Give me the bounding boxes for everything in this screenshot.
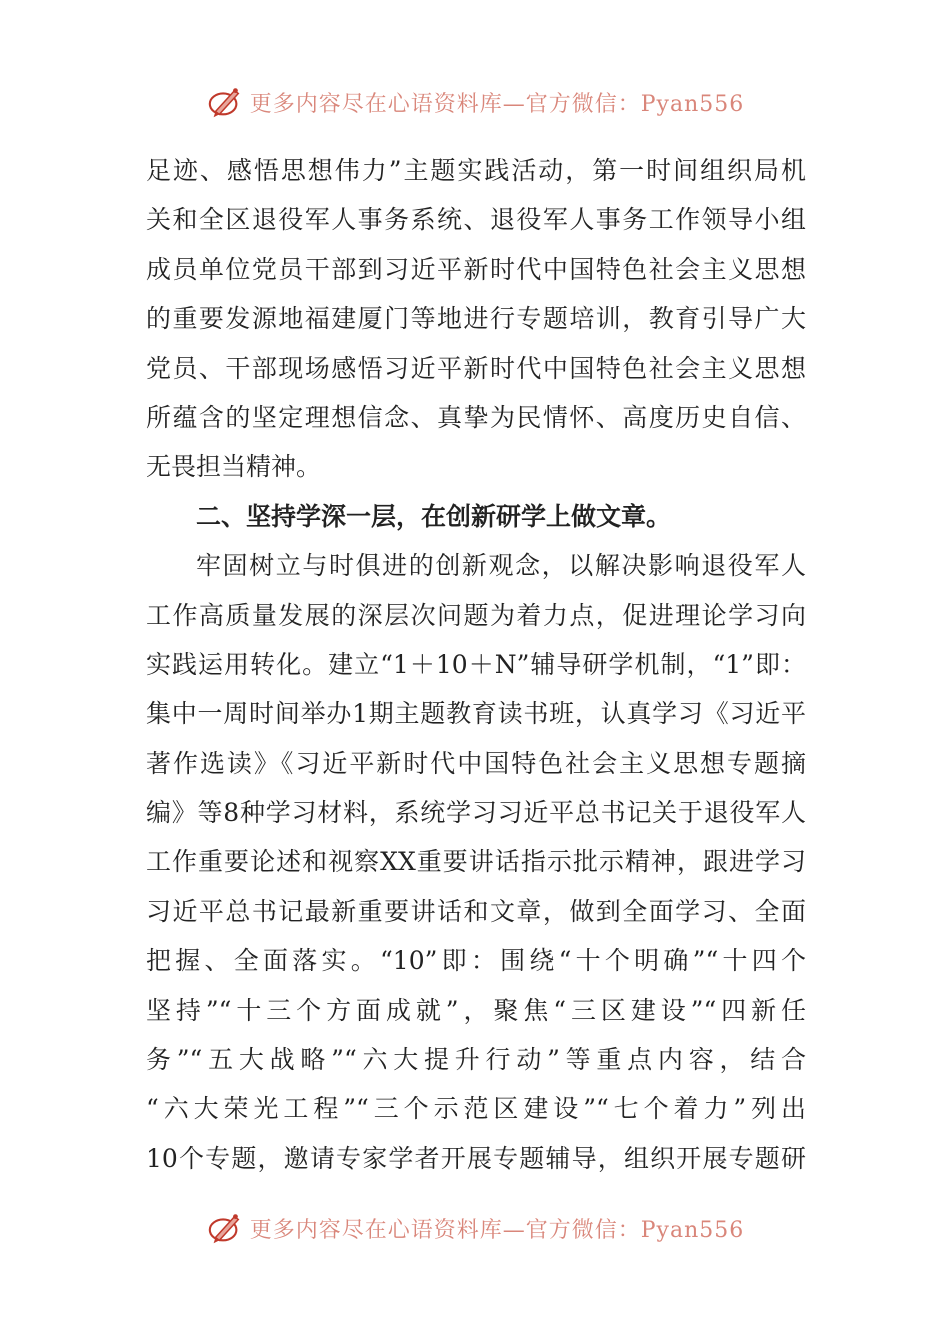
- text-line: 工作重要论述和视察XX重要讲话指示批示精神，跟进学习: [146, 847, 806, 877]
- text-line: 习近平总书记最新重要讲话和文章，做到全面学习、全面: [146, 896, 806, 926]
- text-line: 的重要发源地福建厦门等地进行专题培训，教育引导广大: [146, 304, 806, 334]
- text-line: 务”“五大战略”“六大提升行动”等重点内容，结合: [146, 1045, 806, 1075]
- text-line: 工作高质量发展的深层次问题为着力点，促进理论学习向: [146, 600, 806, 630]
- section-heading: 二、坚持学深一层，在创新研学上做文章。: [196, 501, 672, 531]
- text-line: 所蕴含的坚定理想信念、真挚为民情怀、高度历史自信、: [146, 402, 806, 432]
- document-body: [146, 146, 806, 1183]
- text-line: 著作选读》《习近平新时代中国特色社会主义思想专题摘: [146, 748, 806, 778]
- text-line: 党员、干部现场感悟习近平新时代中国特色社会主义思想: [146, 353, 806, 383]
- text-line: 无畏担当精神。: [146, 452, 322, 482]
- header-banner: [0, 80, 950, 124]
- text-line: 10个专题，邀请专家学者开展专题辅导，组织开展专题研: [146, 1143, 806, 1173]
- text-line: 坚持”“十三个方面成就”，聚焦“三区建设”“四新任: [146, 995, 806, 1025]
- text-line: 编》等8种学习材料，系统学习习近平总书记关于退役军人: [146, 798, 806, 828]
- pen-logo-icon: [206, 83, 244, 121]
- text-line: 成员单位党员干部到习近平新时代中国特色社会主义思想: [146, 254, 806, 284]
- text-line: 集中一周时间举办1期主题教育读书班，认真学习《习近平: [146, 699, 806, 729]
- text-line: 实践运用转化。建立“1＋10＋N”辅导研学机制，“1”即：: [146, 649, 806, 679]
- text-line: 把握、全面落实。“10”即：围绕“十个明确”“十四个: [146, 946, 806, 976]
- text-line: 关和全区退役军人事务系统、退役军人事务工作领导小组: [146, 205, 806, 235]
- text-line: “六大荣光工程”“三个示范区建设”“七个着力”列出: [146, 1094, 806, 1124]
- footer-banner: [0, 1206, 950, 1250]
- text-line: 牢固树立与时俱进的创新观念，以解决影响退役军人: [196, 551, 806, 581]
- text-line: 足迹、感悟思想伟力”主题实践活动，第一时间组织局机: [146, 156, 806, 185]
- banner-text: 更多内容尽在心语资料库—官方微信：Pyan556: [249, 1217, 745, 1243]
- pen-logo-icon: [206, 1209, 244, 1247]
- banner-text: 更多内容尽在心语资料库—官方微信：Pyan556: [249, 91, 745, 117]
